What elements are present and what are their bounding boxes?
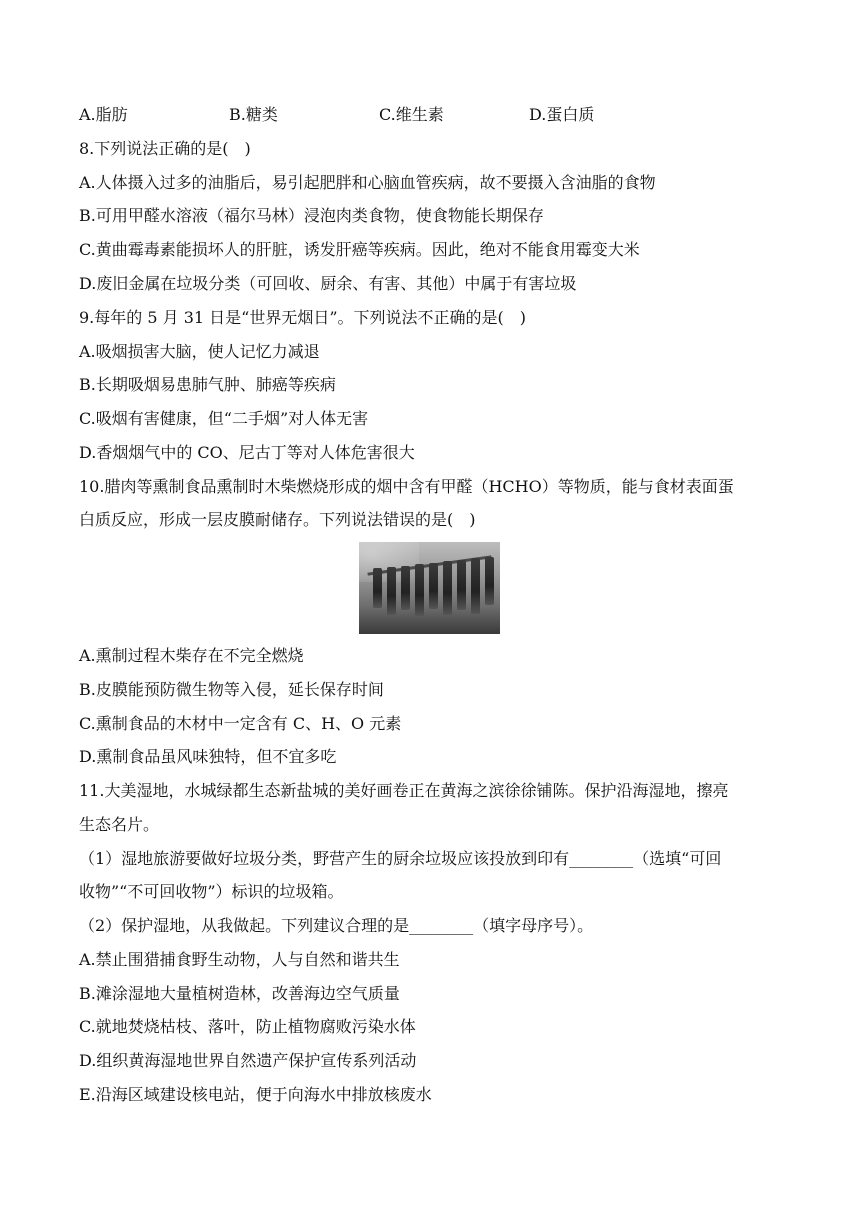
smoked-meat-photo: [359, 542, 500, 634]
q10-option-b: B.皮膜能预防微生物等入侵，延长保存时间: [79, 680, 384, 699]
q7-option-b: B.糖类: [229, 105, 278, 124]
q11-part1-line2: 收物”“不可回收物”）标识的垃圾箱。: [79, 882, 344, 901]
q10-option-a: A.熏制过程木柴存在不完全燃烧: [79, 646, 304, 665]
q11-stem-line1: 11.大美湿地，水城绿都生态新盐城的美好画卷正在黄海之滨徐徐铺陈。保护沿海湿地，擦亮: [79, 781, 729, 800]
q11-option-a: A.禁止围猎捕食野生动物，人与自然和谐共生: [79, 950, 400, 969]
q11-option-e: E.沿海区域建设核电站，便于向海水中排放核废水: [79, 1085, 432, 1104]
q9-stem: 9.每年的 5 月 31 日是“世界无烟日”。下列说法不正确的是( ): [79, 308, 526, 327]
q10-stem-line2: 白质反应，形成一层皮膜耐储存。下列说法错误的是( ): [79, 510, 476, 529]
q11-part2: （2）保护湿地，从我做起。下列建议合理的是________（填字母序号）。: [79, 916, 594, 935]
q9-option-c: C.吸烟有害健康，但“二手烟”对人体无害: [79, 409, 369, 428]
q8-option-b: B.可用甲醛水溶液（福尔马林）浸泡肉类食物，使食物能长期保存: [79, 206, 544, 225]
q9-option-a: A.吸烟损害大脑，使人记忆力减退: [79, 342, 320, 361]
q11-stem-line2: 生态名片。: [79, 815, 160, 834]
q11-option-b: B.滩涂湿地大量植树造林，改善海边空气质量: [79, 984, 400, 1003]
q9-option-b: B.长期吸烟易患肺气肿、肺癌等疾病: [79, 375, 336, 394]
q8-option-c: C.黄曲霉毒素能损坏人的肝脏，诱发肝癌等疾病。因此，绝对不能食用霉变大米: [79, 240, 640, 259]
q7-option-c: C.维生素: [379, 105, 444, 124]
q8-option-d: D.废旧金属在垃圾分类（可回收、厨余、有害、其他）中属于有害垃圾: [79, 274, 577, 293]
q10-option-c: C.熏制食品的木材中一定含有 C、H、O 元素: [79, 714, 402, 733]
q7-option-a: A.脂肪: [79, 105, 128, 124]
q8-option-a: A.人体摄入过多的油脂后，易引起肥胖和心脑血管疾病，故不要摄入含油脂的食物: [79, 173, 656, 192]
q11-option-c: C.就地焚烧枯枝、落叶，防止植物腐败污染水体: [79, 1017, 416, 1036]
q10-option-d: D.熏制食品虽风味独特，但不宜多吃: [79, 747, 337, 766]
q10-stem-line1: 10.腊肉等熏制食品熏制时木柴燃烧形成的烟中含有甲醛（HCHO）等物质，能与食材表面蛋: [79, 477, 734, 496]
q11-option-d: D.组织黄海湿地世界自然遗产保护宣传系列活动: [79, 1051, 417, 1070]
q7-option-d: D.蛋白质: [529, 105, 595, 124]
q11-part1-line1: （1）湿地旅游要做好垃圾分类，野营产生的厨余垃圾应该投放到印有________（选填“可回: [79, 849, 722, 868]
q9-option-d: D.香烟烟气中的 CO、尼古丁等对人体危害很大: [79, 443, 415, 462]
q8-stem: 8.下列说法正确的是( ): [79, 139, 251, 158]
